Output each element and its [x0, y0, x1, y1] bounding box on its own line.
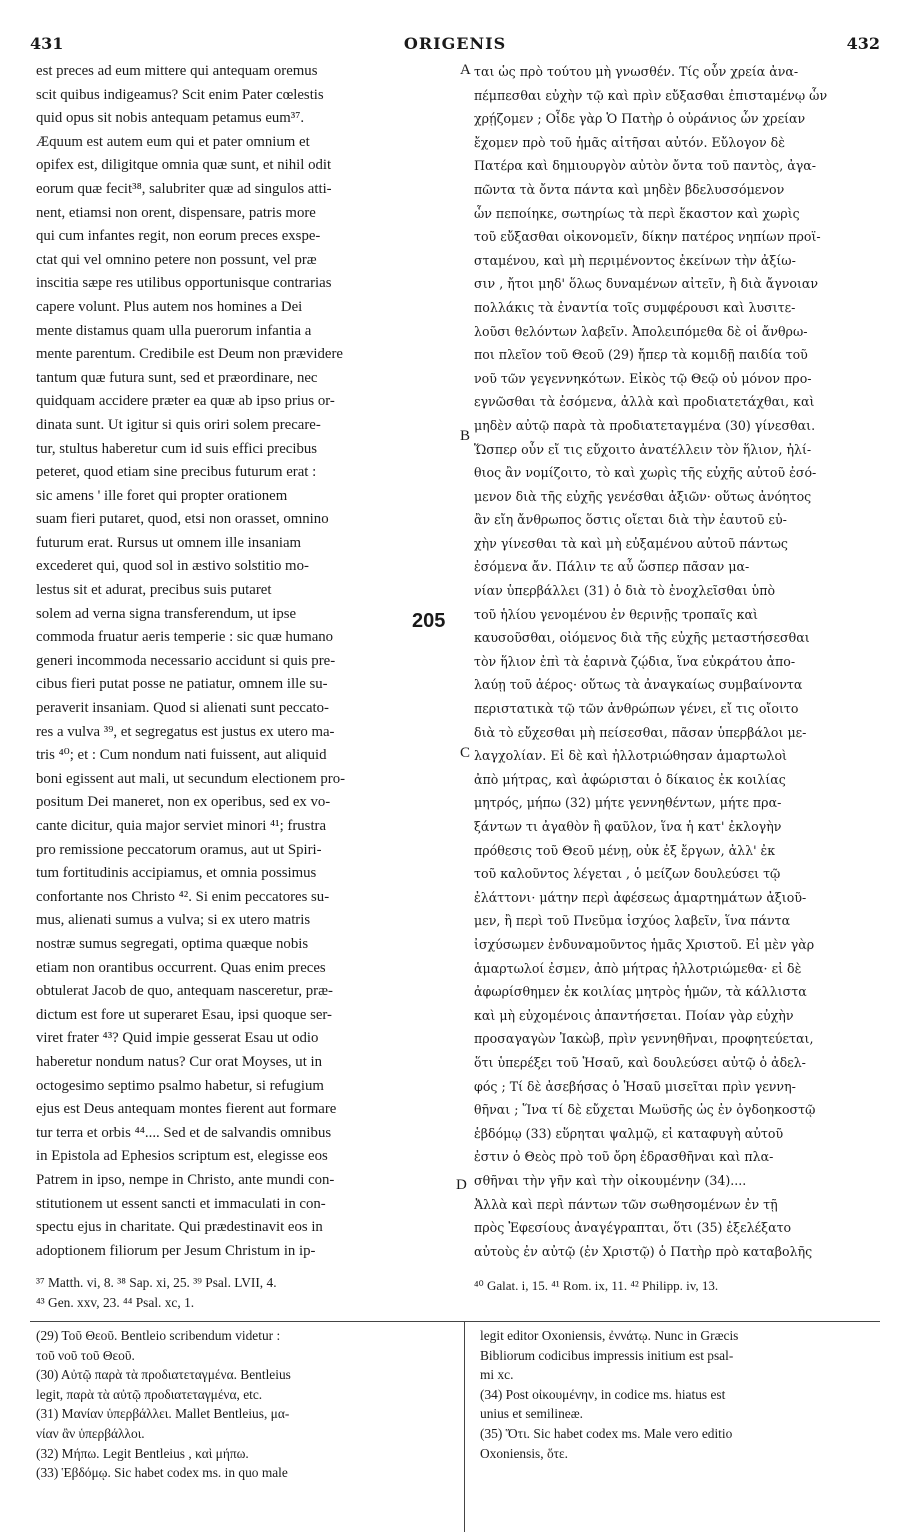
greek-text-line: ἐστιν ὁ Θεὸς πρὸ τοῦ ὄρη ἑδρασθῆναι καὶ πλα-: [474, 1149, 774, 1165]
page-number-left: 431: [30, 34, 64, 53]
latin-text-line: qui cum infantes regit, non eorum preces exspe-: [36, 228, 321, 245]
latin-text-line: in Epistola ad Ephesios scriptum est, elegisse eos: [36, 1148, 328, 1165]
critical-note-line: νίαν ἂν ὑπερβάλλοι.: [36, 1425, 145, 1441]
section-marker-b: B: [460, 428, 471, 444]
latin-column: [36, 60, 456, 1263]
latin-text-line: stitutionem ut essent sancti et immaculati in con-: [36, 1195, 326, 1212]
latin-text-line: spectu ejus in charitate. Qui prædestinavit eos in: [36, 1219, 323, 1236]
critical-note-line: (29) Τοῦ Θεοῦ. Bentleio scribendum videtur :: [36, 1328, 281, 1343]
latin-text-line: cante dicitur, quia major serviet minori ⁴¹; frustra: [36, 818, 327, 834]
column-number: 205: [412, 610, 446, 632]
greek-text-line: πρόθεσις τοῦ Θεοῦ μένῃ, οὐκ ἐξ ἔργων, ἀλλ' ἐκ: [474, 842, 776, 858]
greek-text-line: ἁμαρτωλοί ἐσμεν, ἀπὸ μήτρας ἠλλοτριώμεθα· εἰ δὲ: [474, 960, 802, 976]
critical-note-line: mi xc.: [480, 1367, 514, 1383]
greek-text-line: περιστατικὰ τῷ τῶν ἀνθρώπων γένει, εἴ τις οἴοιτο: [474, 701, 799, 717]
critical-note-line: (30) Αὐτῷ παρὰ τὰ προδιατεταγμένα. Bentleius: [36, 1367, 291, 1383]
latin-text-line: capere volunt. Plus autem nos homines a Dei: [36, 298, 303, 315]
greek-text-line: πρὸς Ἐφεσίους ἀναγέγραπται, ὅτι (35) ἐξελέξατο: [474, 1220, 792, 1236]
latin-text-line: quidquam accidere præter ea quæ ab ipso prius or-: [36, 393, 335, 410]
latin-text-line: tur, stultus haberetur cum id suis effici precibus: [36, 440, 318, 457]
critical-note-line: legit editor Oxoniensis, ἐννάτῳ. Nunc in Græcis: [480, 1328, 739, 1343]
greek-text-line: ἐσόμενα ἄν. Πάλιν τε αὖ ὥσπερ πᾶσαν μα-: [474, 559, 750, 575]
page-number-right: 432: [846, 34, 880, 53]
latin-text-line: nent, etiamsi non orent, dispensare, patris more: [36, 204, 316, 221]
latin-text-line: lestus sit et adurat, precibus suis putaret: [36, 582, 272, 599]
greek-text-line: λαγχολίαν. Εἰ δὲ καὶ ἠλλοτριώθησαν ἁμαρτωλοὶ: [474, 748, 787, 764]
greek-text-line: ξάντων τι ἀγαθὸν ἢ φαῦλον, ἵνα ἡ κατ' ἐκλογὴν: [474, 819, 782, 834]
latin-text-line: scit quibus indigeamus? Scit enim Pater cœlestis: [36, 86, 324, 103]
greek-text-line: χὴν γίνεσθαι τὰ καὶ μὴ εὐξαμένου αὐτοῦ πάντως: [474, 535, 788, 551]
latin-text-line: dictum est fore ut superaret Esau, ipsi quoque ser-: [36, 1006, 332, 1023]
latin-text-line: futurum erat. Rursus ut omnem ille insaniam: [36, 534, 302, 551]
greek-text-line: ἐλάττονι· μάτην περὶ ἀφέσεως ἁμαρτημάτων ἀξιοῦ-: [474, 889, 807, 905]
greek-column: [474, 60, 880, 1263]
greek-text-line: σθῆναι τὴν γῆν καὶ τὴν οἰκουμένην (34)....: [474, 1172, 747, 1188]
critical-note-line: Bibliorum codicibus impressis initium est psal-: [480, 1347, 734, 1363]
latin-text-line: tris ⁴⁰; et : Cum nondum nati fuissent, aut aliquid: [36, 747, 327, 764]
greek-text-line: τοῦ ἡλίου γενομένου ἐν θερινῇς τροπαῖς καὶ: [474, 606, 758, 622]
latin-text-line: Patrem in ipso, nempe in Christo, ante mundi con-: [36, 1171, 335, 1188]
greek-text-line: νίαν ὑπερβάλλει (31) ὁ διὰ τὸ ἐνοχλεῖσθαι ὑπὸ: [474, 583, 776, 599]
latin-text-line: peraverit insaniam. Quod si alienati sunt peccato-: [36, 700, 329, 717]
latin-text-line: mente parentum. Credibile est Deum non prævidere: [36, 346, 343, 363]
latin-text-line: etiam non orantibus occurrent. Quas enim preces: [36, 959, 326, 976]
latin-text-line: solem ad verna signa transferendum, ut ipse: [36, 605, 297, 622]
section-marker-d: D: [456, 1177, 467, 1193]
critical-note-line: τοῦ νοῦ τοῦ Θεοῦ.: [36, 1347, 135, 1363]
latin-text-line: generi incommoda necessario accidunt si quis pre-: [36, 652, 336, 669]
latin-text-line: commoda fruatur aeris temperie : sic quæ humano: [36, 629, 334, 646]
greek-text-line: Πατέρα καὶ δημιουργὸν αὐτὸν ὄντα τοῦ παντὸς, ἀγα-: [474, 158, 816, 174]
greek-text-line: Ὥσπερ οὖν εἴ τις εὔχοιτο ἀνατέλλειν τὸν ἥλιον, ἠλί-: [474, 441, 812, 457]
greek-text-line: θῆναι ; Ἵνα τί δὲ εὔχεται Μωϋσῆς ὡς ἐν ὀγδοηκοστῷ: [474, 1102, 816, 1118]
latin-text-line: quid opus sit nobis antequam petamus eum³⁷.: [36, 110, 305, 127]
latin-text-line: dinata sunt. Ut igitur si quis oriri solem precare-: [36, 416, 321, 433]
latin-text-line: nostræ sumus segregati, optima quæque nobis: [36, 935, 309, 952]
greek-text-line: μεν, ἢ περὶ τοῦ Πνεῦμα ἰσχύος λαβεῖν, ἵνα πάντα: [474, 913, 791, 929]
latin-text-line: positum Dei maneret, non ex operibus, sed ex vo-: [36, 794, 331, 811]
latin-text-line: tur terra et orbis ⁴⁴.... Sed et de salvandis omnibus: [36, 1124, 332, 1141]
greek-text-line: καὶ μὴ εὐχομένοις ἀπαντήσεται. Ποίαν γὰρ εὐχὴν: [474, 1007, 794, 1023]
greek-text-line: μητρός, μήπω (32) μήτε γεννηθέντων, μήτε πρα-: [474, 795, 782, 811]
critical-note-line: (31) Μανίαν ὑπερβάλλει. Mallet Bentleius, μα-: [36, 1406, 290, 1422]
critical-note-line: unius et semilineæ.: [480, 1406, 584, 1422]
section-marker-a: A: [460, 62, 471, 78]
latin-text-line: mente distamus quam ulla puerorum infantia a: [36, 322, 312, 339]
critical-note-line: Oxoniensis, ὅτε.: [480, 1445, 569, 1461]
latin-text-line: haberetur nondum natus? Cur orat Moyses, ut in: [36, 1053, 323, 1070]
greek-text-line: τὸν ἥλιον ἐπὶ τὰ ἐαρινὰ ζῴδια, ἵνα εὐκράτου ἀπο-: [474, 653, 796, 669]
latin-text-line: res a vulva ³⁹, et segregatus est justus ex utero ma-: [36, 723, 335, 740]
latin-text-line: peteret, quod etiam sine precibus futurum erat :: [36, 464, 317, 481]
greek-text-line: ποι πλεῖον τοῦ Θεοῦ (29) ἤπερ τὰ κομιδῇ παιδία τοῦ: [474, 347, 808, 363]
latin-text-line: suam fieri putaret, quod, etsi non orasset, omnino: [36, 511, 329, 528]
critical-note-line: (32) Μήπω. Legit Bentleius , καὶ μήπω.: [36, 1445, 249, 1461]
greek-text-line: πῶντα τὰ ὄντα πάντα καὶ μηδὲν βδελυσσόμενον: [474, 181, 785, 197]
greek-text-line: ὅτι ὑπερέξει τοῦ Ἡσαῦ, καὶ δουλεύσει αὐτῷ ὁ ἀδελ-: [474, 1054, 806, 1070]
greek-text-line: ἔχομεν πρὸ τοῦ ἡμᾶς αἰτῆσαι αὐτόν. Εὔλογον δὲ: [474, 134, 785, 150]
greek-text-line: καυσοῦσθαι, οἰόμενος διὰ τῆς εὐχῆς μεταστήσεσθαι: [474, 630, 810, 646]
latin-text-line: octogesimo septimo psalmo habetur, si refugium: [36, 1077, 324, 1094]
section-marker-c: C: [460, 745, 471, 761]
scripture-notes-left: [36, 1273, 456, 1312]
greek-text-line: χρῄζομεν ; Οἶδε γὰρ Ὁ Πατὴρ ὁ οὐράνιος ὧν χρείαν: [474, 111, 806, 127]
greek-text-line: πολλάκις τὰ ἐναντία τοῖς συμφέρουσι καὶ λυσιτε-: [474, 299, 796, 315]
latin-text-line: excederet qui, quod sol in æstivo solstitio mo-: [36, 558, 309, 575]
greek-text-line: λοῦσι θελόντων λαβεῖν. Ἀπολειπόμεθα δὲ οἱ ἄνθρω-: [474, 323, 808, 339]
scripture-notes-right: ⁴⁰ Galat. i, 15. ⁴¹ Rom. ix, 11. ⁴² Philipp. iv, 13.: [474, 1278, 719, 1293]
latin-text-line: ejus est Deus antequam montes fierent aut formare: [36, 1101, 337, 1118]
notes-divider: [30, 1321, 880, 1322]
greek-text-line: νοῦ τῶν γεγεννηκότων. Εἰκὸς τῷ Θεῷ οὐ μόνον προ-: [474, 370, 812, 386]
greek-text-line: προσαγαγὼν Ἰακὼβ, πρὶν γεννηθῆναι, προφητεύεται,: [474, 1031, 814, 1047]
greek-text-line: σταμένου, καὶ μὴ περιμένοντος ἐκείνων τὴν ἀξίω-: [474, 252, 796, 268]
greek-text-line: αὐτοὺς ἐν αὐτῷ (ἐν Χριστῷ) ὁ Πατὴρ πρὸ καταβολῆς: [474, 1243, 813, 1259]
greek-text-line: εγνῶσθαι τὰ ἐσόμενα, ἀλλὰ καὶ προδιατετάχθαι, καὶ: [474, 394, 815, 410]
latin-text-line: boni egissent aut mali, ut secundum electionem pro-: [36, 770, 346, 787]
greek-text-line: ἰσχύσωμεν ἐνδυναμοῦντος ἡμᾶς Χριστοῦ. Εἰ μὲν γὰρ: [474, 936, 815, 952]
greek-text-line: μηδὲν αὐτῷ παρὰ τὰ προδιατεταγμένα (30) γίνεσθαι.: [474, 417, 816, 433]
critical-notes-left: [36, 1326, 456, 1483]
latin-text-line: tantum quæ futura sunt, sed et præordinare, nec: [36, 369, 318, 386]
latin-text-line: sic amens ' ille foret qui propter orationem: [36, 487, 288, 504]
greek-text-line: λαύῃ τοῦ ἀέρος· οὕτως τὰ ἀναγκαίως συμβαίνοντα: [474, 677, 803, 693]
critical-notes-right: [480, 1326, 880, 1463]
greek-text-line: σιν , ἤτοι μηδ' ὅλως δυναμένων αἰτεῖν, ἢ διὰ ἄγνοιαν: [474, 276, 819, 292]
greek-text-line: φός ; Τί δὲ ἀσεβήσας ὁ Ἡσαῦ μισεῖται πρὶν γεννη-: [474, 1078, 796, 1094]
latin-text-line: adoptionem filiorum per Jesum Christum in ip-: [36, 1242, 316, 1259]
greek-text-line: θιος ἂν νομίζοιτο, τὸ καὶ χωρὶς τῆς εὐχῆς αὐτοῦ ἐσό-: [474, 465, 817, 481]
greek-text-line: διὰ τὸ εὔχεσθαι μὴ πείσεσθαι, πᾶσαν ὑπερβάλοι με-: [474, 724, 807, 740]
latin-text-line: eorum quæ fecit³⁸, salubriter quæ ad singulos atti-: [36, 180, 332, 197]
latin-text-line: obtulerat Jacob de quo, antequam nasceretur, præ-: [36, 983, 333, 1000]
running-title: ORIGENIS: [403, 34, 507, 53]
greek-text-line: ἀπὸ μήτρας, καὶ ἀφώρισται ὁ δίκαιος ἐκ κοιλίας: [474, 771, 786, 787]
critical-note-line: (33) Ἑβδόμῳ. Sic habet codex ms. in quo male: [36, 1465, 288, 1481]
critical-note-line: legit, παρὰ τὰ αὐτῷ προδιατεταγμένα, etc.: [36, 1386, 263, 1402]
latin-text-line: inscitia sæpe res utilibus opportunisque contrarias: [36, 275, 332, 292]
latin-text-line: cibus fieri putat posse ne patiatur, omnem ille su-: [36, 676, 328, 693]
critical-note-line: (34) Post οἰκουμένην, in codice ms. hiatus est: [480, 1386, 726, 1402]
greek-text-line: μενον διὰ τῆς εὐχῆς γενέσθαι ἀξιῶν· οὕτως ἀνόητος: [474, 488, 812, 504]
latin-text-line: pro remissione peccatorum oramus, aut ut Spiri-: [36, 841, 322, 858]
latin-text-line: ctat qui vel omnino petere non possunt, vel præ: [36, 251, 317, 268]
latin-text-line: confortante nos Christo ⁴². Si enim peccatores su-: [36, 888, 330, 905]
latin-text-line: tum fortitudinis accipiamus, et omnia possimus: [36, 865, 317, 882]
page-header: [30, 34, 880, 56]
notes-column-divider: [464, 1322, 465, 1532]
latin-text-line: opifex est, diligitque omnia quæ sunt, et nihil odit: [36, 157, 332, 174]
greek-text-line: τοῦ καλοῦντος λέγεται , ὁ μείζων δουλεύσει τῷ: [474, 866, 781, 882]
greek-text-line: ται ὡς πρὸ τούτου μὴ γνωσθέν. Τίς οὖν χρεία ἀνα-: [474, 64, 799, 79]
greek-text-line: Ἀλλὰ καὶ περὶ πάντων τῶν σωθησομένων ἐν τῇ: [474, 1196, 778, 1212]
greek-text-line: ὧν πεποίηκε, σωτηρίως τὰ περὶ ἕκαστον καὶ χωρὶς: [474, 205, 800, 221]
latin-text-line: viret frater ⁴³? Quid impie gesserat Esau ut odio: [36, 1030, 319, 1047]
scripture-note-line: ⁴³ Gen. xxv, 23. ⁴⁴ Psal. xc, 1.: [36, 1294, 195, 1310]
critical-note-line: (35) Ὅτι. Sic habet codex ms. Male vero editio: [480, 1425, 733, 1441]
greek-text-line: ἀφωρίσθημεν ἐκ κοιλίας μητρὸς ἡμῶν, τὰ κάλλιστα: [474, 984, 807, 1000]
greek-text-line: πέμπεσθαι εὐχὴν τῷ καὶ πρὶν εὔξασθαι ἐπισταμένῳ ὧν: [474, 87, 828, 103]
scripture-note-line: ³⁷ Matth. vi, 8. ³⁸ Sap. xi, 25. ³⁹ Psal. LVII, 4.: [36, 1275, 277, 1290]
latin-text-line: est preces ad eum mittere qui antequam oremus: [36, 63, 318, 79]
greek-text-line: ἂν εἴη ἄνθρωπος ὅστις οἴεται διὰ τὴν ἑαυτοῦ εὐ-: [474, 512, 787, 528]
latin-text-line: Æquum est autem eum qui et pater omnium et: [36, 133, 310, 150]
greek-text-line: ἑβδόμῳ (33) εὕρηται ψαλμῷ, εἰ καταφυγὴ αὐτοῦ: [474, 1125, 784, 1141]
greek-text-line: τοῦ εὔξασθαι οἰκονομεῖν, δίκην πατέρος νηπίων προϊ-: [474, 229, 821, 245]
latin-text-line: mus, alienati sumus a vulva; si ex utero matris: [36, 912, 311, 929]
